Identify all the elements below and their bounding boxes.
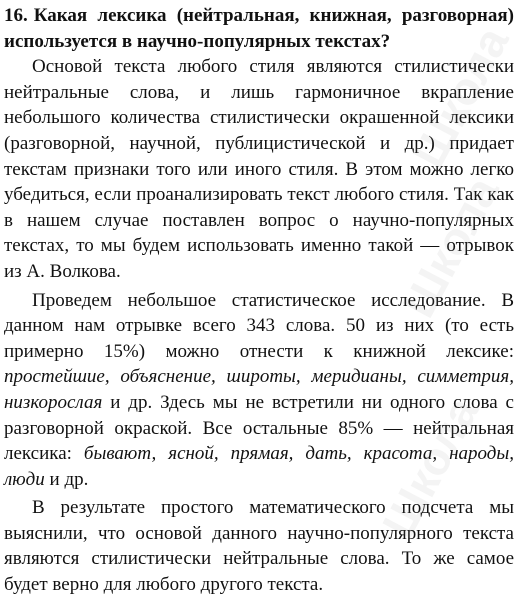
watermark-text-1: Школа [401, 18, 518, 176]
question-number: 16. [4, 5, 28, 26]
question-heading [4, 3, 514, 54]
watermark-text-2: Школа [391, 168, 509, 326]
paragraph-3: В результате простого математического подсчета мы выяснили, что основой данного научно-популярного текста являются стилистически нейтральные слова. То же самое будет верно для любого другого текста. [4, 497, 514, 596]
paragraph-2-middle: и др. Здесь мы не встретили ни одного слова с разговорной окраской. Все остальные 85% — нейтральная лексика: [4, 391, 514, 465]
paragraph-2 [4, 288, 514, 493]
question-title: Какая лексика (нейтральная, книжная, разговорная) используется в научно-популярных текстах? [4, 5, 514, 52]
document-page [4, 3, 514, 598]
paragraph-2-end: и др. [44, 468, 89, 490]
bookish-examples: простейшие, объяснение, широты, меридианы, симметрия, низкорослая [4, 366, 514, 413]
paragraph-1: Основой текста любого стиля являются стилистически нейтральные слова, и лишь гармоничное вкрапление небольшого количества стилистически окрашенной лексики (разговорной, научной, публицистической и др.) придает текстам признаки того или иного стиля. В этом можно легко убедиться, если проанализировать текст любого стиля. Так как в нашем случае поставлен вопрос о научно-популярных текстах, то мы будем использовать именно такой — отрывок из А. Волкова. [4, 56, 514, 282]
paragraph-2-intro: Проведем небольшое статистическое исследование. В данном нам отрывке всего 343 слова. 50 из них (то есть примерно 15%) можно отнести к книжной лексике: [4, 289, 514, 362]
neutral-examples: бывают, ясной, прямая, дать, красота, народы, люди [4, 443, 514, 490]
watermark-text-3: Школа [371, 388, 489, 546]
